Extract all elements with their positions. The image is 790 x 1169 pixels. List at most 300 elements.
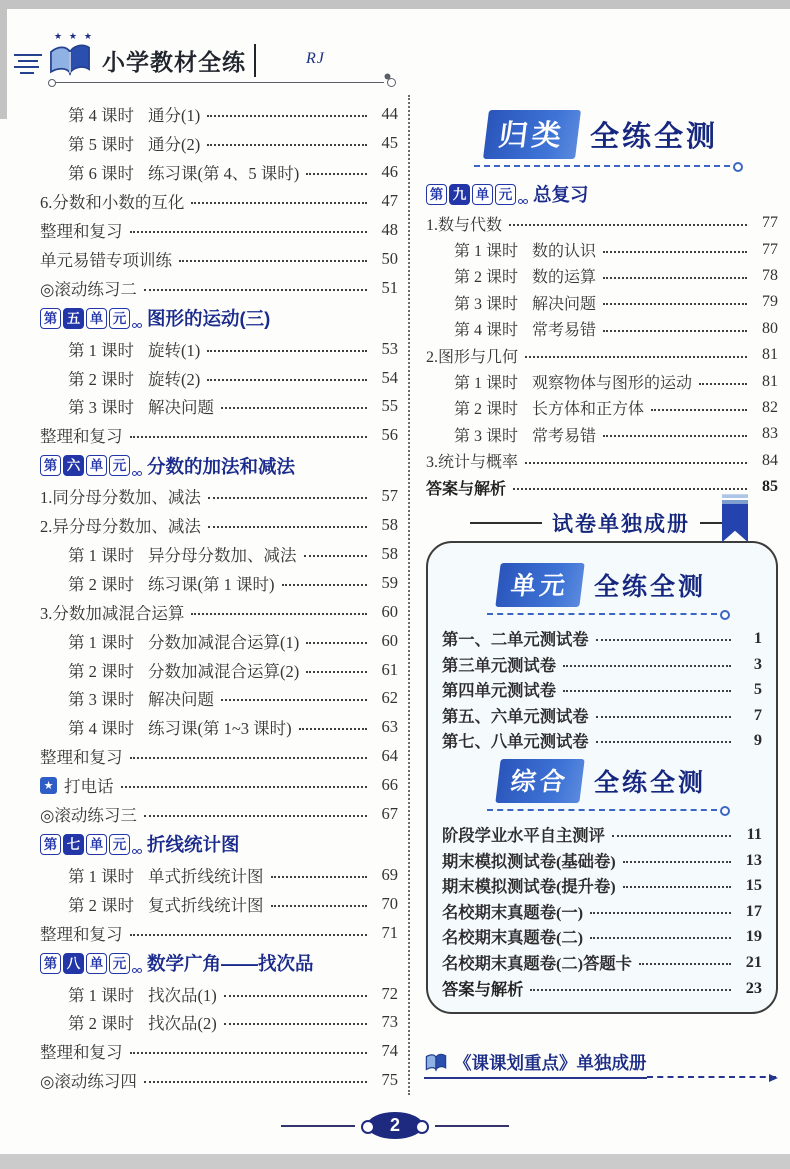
entry-title: 分数加减混合运算(1) (148, 632, 300, 652)
unit-badge-char: 单 (86, 953, 107, 974)
toc-entry (426, 421, 778, 447)
unit-badge-char: 第 (426, 184, 447, 205)
dot-leader (282, 584, 368, 586)
entry-label: 第 2 课时 (68, 895, 134, 915)
entry-page: 5 (753, 679, 762, 699)
category-banner (426, 110, 778, 167)
toc-entry (442, 676, 762, 702)
toc-entry (40, 771, 398, 800)
dot-leader (623, 861, 731, 863)
dot-leader (144, 1081, 367, 1083)
entry-page: 56 (381, 425, 398, 445)
entry-label: 第 3 课时 (454, 295, 519, 313)
unit-title: 分数的加法和减法 (147, 455, 296, 477)
entry-title: 解决问题 (532, 295, 597, 313)
entry-page: 23 (745, 977, 762, 997)
dot-leader (207, 350, 367, 352)
entry-title: 数的认识 (532, 243, 597, 261)
entry-title: 期末模拟测试卷(提升卷) (442, 877, 616, 897)
entry-title: 通分(2) (148, 135, 201, 155)
unit-badge-char: 六 (63, 455, 84, 476)
entry-label: 第 2 课时 (454, 269, 519, 287)
entry-label: 第 2 课时 (68, 661, 134, 681)
unit-badge-char: 第 (40, 953, 61, 974)
entry-label: 第 4 课时 (68, 719, 134, 739)
dot-leader (224, 1023, 367, 1025)
toc-entry (40, 540, 398, 569)
entry-page: 77 (762, 240, 778, 258)
entry-page: 7 (753, 704, 762, 724)
dot-leader (271, 905, 368, 907)
banner-title: 全练全测 (594, 769, 707, 798)
toc-entry (40, 889, 398, 918)
toc-entry (442, 975, 762, 1001)
booklet-banner (442, 759, 762, 803)
speed-lines-decoration (14, 54, 42, 74)
dot-leader (208, 526, 367, 528)
entry-title: 期末模拟测试卷(基础卷) (442, 851, 616, 871)
entry-title: 观察物体与图形的运动 (532, 375, 693, 393)
dot-leader (299, 728, 367, 730)
toc-entry (40, 1066, 398, 1095)
dot-leader (271, 876, 368, 878)
dot-leader (130, 757, 368, 759)
entry-page: 13 (745, 849, 762, 869)
dot-leader (639, 963, 731, 965)
entry-title: 1.数与代数 (426, 216, 503, 234)
entry-title: 整理和复习 (40, 427, 123, 447)
toc-entry (40, 684, 398, 713)
dot-leader (563, 690, 731, 692)
toc-entry (426, 236, 778, 262)
entry-title: 练习课(第 4、5 课时) (148, 164, 300, 184)
toc-entry (442, 651, 762, 677)
entry-page: 50 (381, 248, 398, 268)
entry-label: 第 1 课时 (454, 375, 519, 393)
entry-title: ◎滚动练习二 (40, 279, 137, 299)
entry-label: 第 6 课时 (68, 164, 134, 184)
unit-badge-char: 单 (86, 308, 107, 329)
activity-icon: ★ (40, 777, 57, 794)
dot-leader (208, 497, 367, 499)
scan-edge-top (0, 0, 790, 9)
dot-leader (221, 699, 367, 701)
toc-entry (40, 1037, 398, 1066)
entry-label: 第 1 课时 (68, 340, 134, 360)
entry-title: 单元易错专项训练 (40, 250, 172, 270)
entry-label: 第 3 课时 (68, 398, 134, 418)
entry-title: 2.图形与几何 (426, 348, 519, 366)
dot-leader (207, 379, 367, 381)
series-title: 小学教材全练 (102, 44, 256, 77)
entry-page: 81 (762, 372, 778, 390)
dot-leader (121, 786, 368, 788)
toc-entry (40, 129, 398, 158)
entry-title: 6.分数和小数的互化 (40, 193, 185, 213)
unit-badge (40, 455, 130, 476)
unit-badge-dots (132, 969, 142, 973)
dot-leader (603, 251, 747, 253)
unit-badge-char: 第 (40, 455, 61, 476)
entry-title: 名校期末真题卷(二) (442, 928, 584, 948)
toc-entry (40, 100, 398, 129)
dot-leader (699, 383, 747, 385)
unit-badge-char: 七 (63, 834, 84, 855)
page-number-area (0, 1112, 790, 1139)
banner-badge: 归类 (483, 110, 581, 159)
booklet-section (426, 508, 778, 1014)
dot-leader (179, 260, 367, 262)
booklet-box (426, 541, 778, 1014)
entry-title: 单式折线统计图 (148, 866, 264, 886)
entry-page: 1 (753, 628, 762, 648)
dot-leader (207, 115, 367, 117)
unit-badge-char: 元 (109, 308, 130, 329)
toc-entry (40, 979, 398, 1008)
toc-entry (442, 847, 762, 873)
entry-title: 2.异分母分数加、减法 (40, 517, 201, 537)
toc-entry (442, 872, 762, 898)
entry-label: 第 2 课时 (68, 1014, 134, 1034)
unit-badge-char: 元 (109, 834, 130, 855)
unit-badge-char: 第 (40, 308, 61, 329)
entry-title: 解决问题 (148, 690, 214, 710)
toc-entry (40, 800, 398, 829)
entry-page: 75 (381, 1070, 398, 1090)
entry-title: 答案与解析 (426, 480, 507, 498)
toc-left-column (40, 100, 398, 1095)
entry-label: 第 1 课时 (68, 866, 134, 886)
banner-underline (474, 165, 730, 167)
dot-leader (207, 144, 367, 146)
dot-leader (130, 934, 368, 936)
entry-page: 62 (381, 688, 398, 708)
dot-leader (221, 407, 367, 409)
unit-heading (40, 948, 398, 978)
dot-leader (306, 173, 367, 175)
toc-entry (426, 289, 778, 315)
toc-entry (442, 702, 762, 728)
unit-heading (426, 179, 778, 209)
dot-leader (623, 886, 731, 888)
entry-title: 整理和复习 (40, 924, 123, 944)
entry-page: 11 (746, 824, 762, 844)
toc-entry (426, 368, 778, 394)
toc-entry (40, 421, 398, 450)
toc-entry (40, 187, 398, 216)
entry-title: 第七、八单元测试卷 (442, 732, 589, 752)
dot-leader (530, 989, 731, 991)
unit-title: 总复习 (533, 184, 589, 205)
entry-title: 答案与解析 (442, 979, 524, 999)
entry-page: 44 (381, 104, 398, 124)
unit-badge-char: 五 (63, 308, 84, 329)
entry-page: 46 (381, 162, 398, 182)
entry-title: 第五、六单元测试卷 (442, 706, 589, 726)
dot-leader (130, 231, 368, 233)
entry-label: 第 1 课时 (454, 243, 519, 261)
entry-page: 53 (381, 338, 398, 358)
entry-page: 54 (381, 367, 398, 387)
toc-entry (40, 244, 398, 273)
toc-entry (442, 821, 762, 847)
entry-title: 第一、二单元测试卷 (442, 630, 589, 650)
toc-entry (40, 713, 398, 742)
entry-page: 85 (762, 478, 778, 496)
entry-label: 第 3 课时 (454, 427, 519, 445)
unit-badge-dots (518, 200, 528, 204)
entry-label: 第 4 课时 (454, 322, 519, 340)
toc-entry (40, 158, 398, 187)
entry-title: 长方体和正方体 (532, 401, 645, 419)
entry-label: 第 1 课时 (68, 632, 134, 652)
entry-label: 第 2 课时 (68, 369, 134, 389)
entry-page: 80 (762, 319, 778, 337)
dot-leader (304, 555, 368, 557)
dot-leader (525, 462, 747, 464)
entry-title: 3.分数加减混合运算 (40, 603, 185, 623)
entry-label: 第 4 课时 (68, 106, 134, 126)
column-divider (408, 95, 410, 1095)
toc-entry (442, 949, 762, 975)
entry-page: 64 (381, 746, 398, 766)
toc-entry (426, 395, 778, 421)
entry-page: 45 (381, 133, 398, 153)
banner-underline (487, 809, 717, 811)
entry-label: 第 2 课时 (454, 401, 519, 419)
unit-badge-char: 单 (472, 184, 493, 205)
entry-page: 15 (745, 875, 762, 895)
entry-title: 第四单元测试卷 (442, 681, 556, 701)
entry-title: 找次品(1) (148, 985, 217, 1005)
dot-leader (590, 937, 731, 939)
entry-page: 17 (745, 900, 762, 920)
header-rule (54, 82, 384, 83)
page-header (14, 36, 414, 88)
entry-page: 78 (762, 266, 778, 284)
entry-page: 63 (381, 717, 398, 737)
edition-code: RJ (306, 50, 325, 67)
entry-title: 旋转(1) (148, 340, 201, 360)
entry-title: 整理和复习 (40, 222, 123, 241)
entry-page: 84 (762, 451, 778, 469)
dot-leader (596, 716, 731, 718)
booklet-banner (442, 563, 762, 607)
toc-entry (40, 860, 398, 889)
unit-badge-char: 九 (449, 184, 470, 205)
entry-title: 整理和复习 (40, 748, 123, 768)
unit-heading (40, 829, 398, 859)
entry-page: 70 (381, 893, 398, 913)
toc-entry (426, 342, 778, 368)
entry-title: 通分(1) (148, 106, 201, 126)
unit-badge (40, 308, 130, 329)
entry-page: 51 (381, 277, 398, 297)
toc-entry (40, 273, 398, 302)
entry-title: 常考易错 (532, 427, 597, 445)
unit-badge-char: 单 (86, 455, 107, 476)
unit-badge-dots (132, 850, 142, 854)
entry-page: 60 (381, 601, 398, 621)
logo-stars-icon (54, 32, 94, 42)
entry-page: 59 (381, 572, 398, 592)
banner-title: 全练全测 (594, 573, 707, 602)
entry-page: 67 (381, 804, 398, 824)
entry-page: 9 (753, 730, 762, 750)
entry-page: 57 (381, 486, 398, 506)
entry-title: 分数加减混合运算(2) (148, 661, 300, 681)
unit-badge-dots (132, 472, 142, 476)
footer-note (424, 1050, 776, 1079)
entry-page: 48 (381, 220, 398, 239)
dot-leader (224, 995, 367, 997)
entry-title: 阶段学业水平自主测评 (442, 826, 605, 846)
entry-page: 3 (753, 653, 762, 673)
entry-page: 71 (381, 922, 398, 942)
toc-entry (40, 918, 398, 947)
banner-underline (487, 613, 717, 615)
toc-entry (40, 568, 398, 597)
banner-badge: 综合 (495, 759, 584, 803)
entry-title: 解决问题 (148, 398, 214, 418)
toc-entry (40, 597, 398, 626)
entry-title: 名校期末真题卷(一) (442, 902, 584, 922)
dot-leader (191, 202, 367, 204)
dot-leader (603, 277, 747, 279)
entry-title: 3.统计与概率 (426, 454, 519, 472)
unit-badge-char: 元 (495, 184, 516, 205)
scan-edge-left (0, 9, 7, 119)
dot-leader (130, 436, 368, 438)
toc-entry (40, 216, 398, 245)
entry-title: 旋转(2) (148, 369, 201, 389)
toc-right-entries (426, 179, 778, 500)
open-book-logo-icon (44, 36, 96, 85)
dot-leader (130, 1052, 368, 1054)
entry-title: ◎滚动练习四 (40, 1072, 137, 1092)
entry-label: 第 2 课时 (68, 574, 134, 594)
toc-entry (40, 655, 398, 684)
entry-page: 58 (381, 544, 398, 564)
toc-entry (40, 482, 398, 511)
entry-page: 55 (381, 396, 398, 416)
toc-entry (40, 363, 398, 392)
toc-entry (442, 625, 762, 651)
toc-entry (426, 448, 778, 474)
dot-leader (596, 639, 731, 641)
entry-page: 77 (762, 214, 778, 232)
dot-leader (603, 303, 747, 305)
unit-badge (40, 953, 130, 974)
toc-entry (442, 898, 762, 924)
dot-leader (603, 435, 747, 437)
dot-leader (144, 815, 367, 817)
page-number-rule-left (281, 1125, 355, 1127)
dot-leader (563, 665, 731, 667)
dot-leader (509, 224, 747, 226)
entry-page: 58 (381, 515, 398, 535)
scan-edge-bottom (0, 1154, 790, 1169)
dot-leader (596, 741, 731, 743)
dot-leader (513, 488, 747, 490)
unit-badge-char: 元 (109, 953, 130, 974)
page-number-rule-right (435, 1125, 509, 1127)
dot-leader (651, 409, 747, 411)
entry-page: 81 (762, 346, 778, 364)
entry-title: 整理和复习 (40, 1043, 123, 1063)
entry-label: 第 1 课时 (68, 546, 134, 566)
unit-badge-char: 单 (86, 834, 107, 855)
unit-badge-char: 第 (40, 834, 61, 855)
entry-page: 72 (381, 983, 398, 1003)
dot-leader (306, 671, 367, 673)
toc-entry (40, 1008, 398, 1037)
entry-page: 61 (381, 659, 398, 679)
dot-leader (612, 835, 731, 837)
entry-page: 83 (762, 425, 778, 443)
dot-leader (144, 289, 367, 291)
footer-dashed-arrow (647, 1076, 777, 1078)
toc-entry (40, 334, 398, 363)
entry-label: 第 5 课时 (68, 135, 134, 155)
small-book-icon (424, 1053, 448, 1073)
unit-heading (40, 451, 398, 481)
booklet-title: 试卷单独成册 (552, 513, 690, 537)
entry-title: 复式折线统计图 (148, 895, 264, 915)
entry-title: 1.同分母分数加、减法 (40, 488, 201, 508)
entry-label: 第 1 课时 (68, 985, 134, 1005)
unit-title: 折线统计图 (147, 834, 240, 856)
banner-badge: 单元 (495, 563, 584, 607)
booklet-subsection (442, 563, 762, 753)
entry-title: 打电话 (64, 777, 114, 797)
entry-title: 常考易错 (532, 322, 597, 340)
toc-entry (40, 511, 398, 540)
unit-heading (40, 303, 398, 333)
toc-entry (426, 316, 778, 342)
entry-page: 69 (381, 864, 398, 884)
footer-note-left (424, 1050, 647, 1079)
dot-leader (590, 912, 731, 914)
entry-page: 21 (745, 952, 762, 972)
unit-badge (40, 834, 130, 855)
dot-leader (525, 356, 747, 358)
entry-page: 79 (762, 293, 778, 311)
entry-title: 找次品(2) (148, 1014, 217, 1034)
booklet-subsection (442, 759, 762, 1000)
entry-title: 练习课(第 1 课时) (148, 574, 275, 594)
dot-leader (191, 613, 367, 615)
footer-note-text: 《课课划重点》单独成册 (454, 1053, 647, 1073)
entry-title: 第三单元测试卷 (442, 655, 556, 675)
entry-title: 异分母分数加、减法 (148, 546, 297, 566)
entry-page: 19 (745, 926, 762, 946)
banner-title: 全练全测 (590, 121, 719, 153)
toc-entry (442, 924, 762, 950)
unit-badge-char: 八 (63, 953, 84, 974)
entry-page: 66 (381, 775, 398, 795)
entry-title: 名校期末真题卷(二)答题卡 (442, 954, 632, 974)
entry-title: 练习课(第 1~3 课时) (148, 719, 292, 739)
entry-page: 82 (762, 398, 778, 416)
unit-badge-char: 元 (109, 455, 130, 476)
entry-page: 60 (381, 630, 398, 650)
unit-badge (426, 184, 516, 205)
entry-label: 第 3 课时 (68, 690, 134, 710)
toc-entry (442, 728, 762, 754)
toc-entry (40, 392, 398, 421)
toc-entry (40, 742, 398, 771)
